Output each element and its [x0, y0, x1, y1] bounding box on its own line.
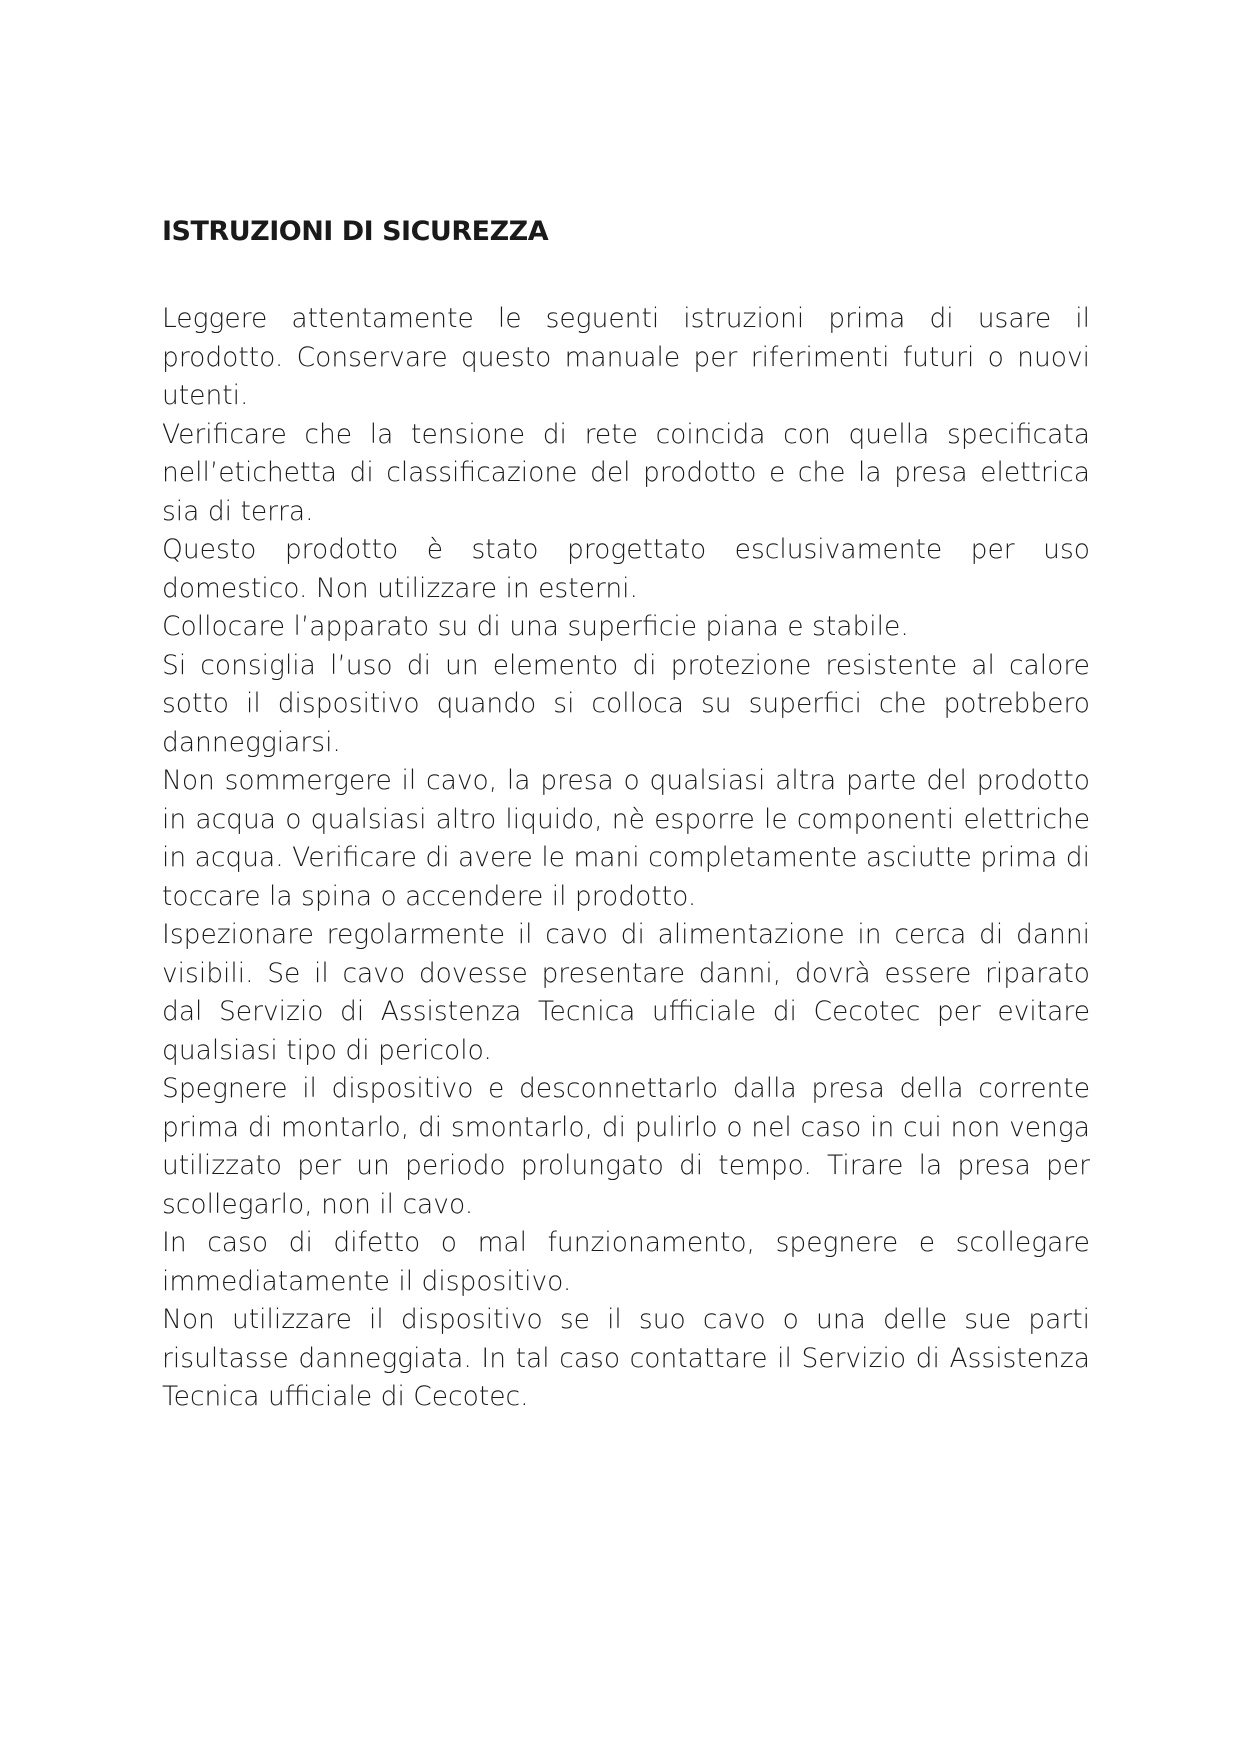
paragraph: Spegnere il dispositivo e desconnettarlo dalla presa della corrente prima di montarlo, di smontarlo, di pulirlo o nel caso in cui non venga utilizzato per un periodo prolungato di tempo. Tirare la presa per scollegarlo, non il cavo. — [162, 1073, 1090, 1220]
paragraph: Si consiglia l’uso di un elemento di protezione resistente al calore sotto il dispositivo quando si colloca su superfici che potrebbero danneggiarsi. — [162, 649, 1090, 758]
document-content — [162, 212, 1090, 1417]
paragraph: Non sommergere il cavo, la presa o qualsiasi altra parte del prodotto in acqua o qualsiasi altro liquido, nè esporre le componenti elettriche in acqua. Verificare di avere le mani completamente asciutte prima di toccare la spina o accendere il prodotto. — [162, 765, 1090, 912]
paragraph: Leggere attentamente le seguenti istruzioni prima di usare il prodotto. Conservare questo manuale per riferimenti futuri o nuovi utenti. — [162, 303, 1090, 411]
paragraph: Verificare che la tensione di rete coincida con quella specificata nell’etichetta di classificazione del prodotto e che la presa elettrica sia di terra. — [162, 418, 1090, 527]
paragraph: Collocare l’apparato su di una superficie piana e stabile. — [162, 611, 909, 642]
page-title: ISTRUZIONI DI SICUREZZA — [162, 216, 549, 247]
safety-instructions — [162, 300, 1090, 1417]
paragraph: Non utilizzare il dispositivo se il suo cavo o una delle sue parti risultasse danneggiata. In tal caso contattare il Servizio di Assistenza Tecnica ufficiale di Cecotec. — [162, 1304, 1090, 1412]
paragraph: In caso di difetto o mal funzionamento, spegnere e scollegare immediatamente il dispositivo. — [162, 1227, 1090, 1297]
paragraph: Ispezionare regolarmente il cavo di alimentazione in cerca di danni visibili. Se il cavo dovesse presentare danni, dovrà essere riparato dal Servizio di Assistenza Tecnica ufficiale di Cecotec per evitare qualsiasi tipo di pericolo. — [162, 919, 1090, 1066]
paragraph: Questo prodotto è stato progettato esclusivamente per uso domestico. Non utilizzare in esterni. — [162, 534, 1090, 604]
